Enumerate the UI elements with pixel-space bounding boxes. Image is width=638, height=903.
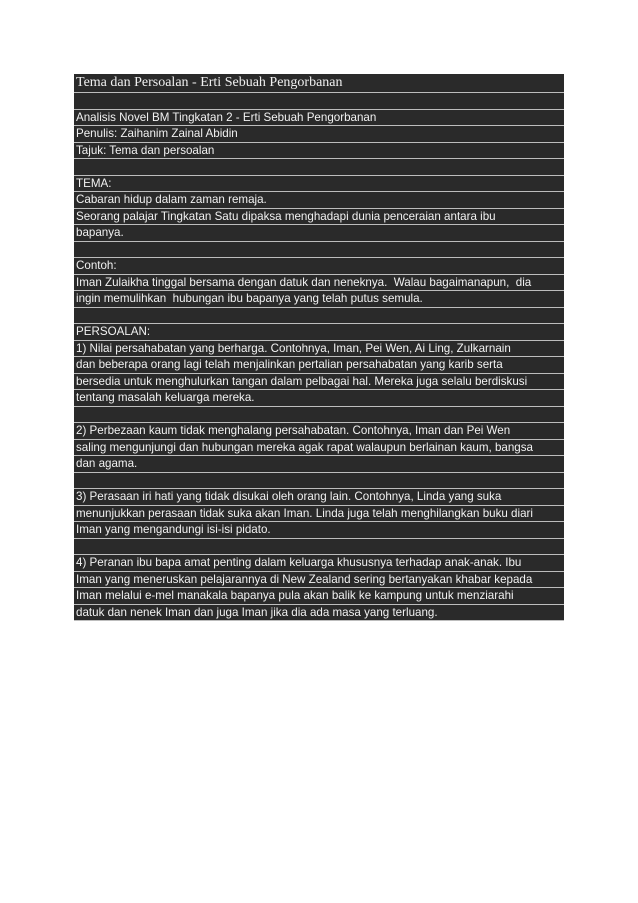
text-row: ingin memulihkan hubungan ibu bapanya yang telah putus semula. [74, 291, 564, 308]
text-row: Iman melalui e-mel manakala bapanya pula akan balik ke kampung untuk menziarahi [74, 588, 564, 605]
text-row: 4) Peranan ibu bapa amat penting dalam keluarga khususnya terhadap anak-anak. Ibu [74, 555, 564, 572]
text-row: datuk dan nenek Iman dan juga Iman jika dia ada masa yang terluang. [74, 605, 564, 622]
text-row [74, 242, 564, 259]
text-row: Analisis Novel BM Tingkatan 2 - Erti Sebuah Pengorbanan [74, 110, 564, 127]
text-row [74, 473, 564, 490]
text-row: Iman yang meneruskan pelajarannya di New Zealand sering bertanyakan khabar kepada [74, 572, 564, 589]
text-row: 1) Nilai persahabatan yang berharga. Contohnya, Iman, Pei Wen, Ai Ling, Zulkarnain [74, 341, 564, 358]
text-row: dan beberapa orang lagi telah menjalinkan pertalian persahabatan yang karib serta [74, 357, 564, 374]
text-row: bapanya. [74, 225, 564, 242]
text-row [74, 539, 564, 556]
text-row: 2) Perbezaan kaum tidak menghalang persahabatan. Contohnya, Iman dan Pei Wen [74, 423, 564, 440]
text-row: Tajuk: Tema dan persoalan [74, 143, 564, 160]
text-row: menunjukkan perasaan tidak suka akan Iman. Linda juga telah menghilangkan buku diari [74, 506, 564, 523]
text-row: 3) Perasaan iri hati yang tidak disukai oleh orang lain. Contohnya, Linda yang suka [74, 489, 564, 506]
text-row: dan agama. [74, 456, 564, 473]
text-row: saling mengunjungi dan hubungan mereka agak rapat walaupun berlainan kaum, bangsa [74, 440, 564, 457]
text-row: PERSOALAN: [74, 324, 564, 341]
text-row [74, 93, 564, 110]
text-row: Iman yang mengandungi isi-isi pidato. [74, 522, 564, 539]
text-row: Cabaran hidup dalam zaman remaja. [74, 192, 564, 209]
text-row: Contoh: [74, 258, 564, 275]
text-row [74, 407, 564, 424]
text-row: Seorang palajar Tingkatan Satu dipaksa menghadapi dunia penceraian antara ibu [74, 209, 564, 226]
text-row: Iman Zulaikha tinggal bersama dengan datuk dan neneknya. Walau bagaimanapun, dia [74, 275, 564, 292]
text-row: tentang masalah keluarga mereka. [74, 390, 564, 407]
text-row [74, 308, 564, 325]
document-table [74, 74, 564, 621]
text-row [74, 159, 564, 176]
text-row: bersedia untuk menghulurkan tangan dalam pelbagai hal. Mereka juga selalu berdiskusi [74, 374, 564, 391]
text-row: Penulis: Zaihanim Zainal Abidin [74, 126, 564, 143]
document-title: Tema dan Persoalan - Erti Sebuah Pengorbanan [74, 74, 564, 93]
text-row: TEMA: [74, 176, 564, 193]
